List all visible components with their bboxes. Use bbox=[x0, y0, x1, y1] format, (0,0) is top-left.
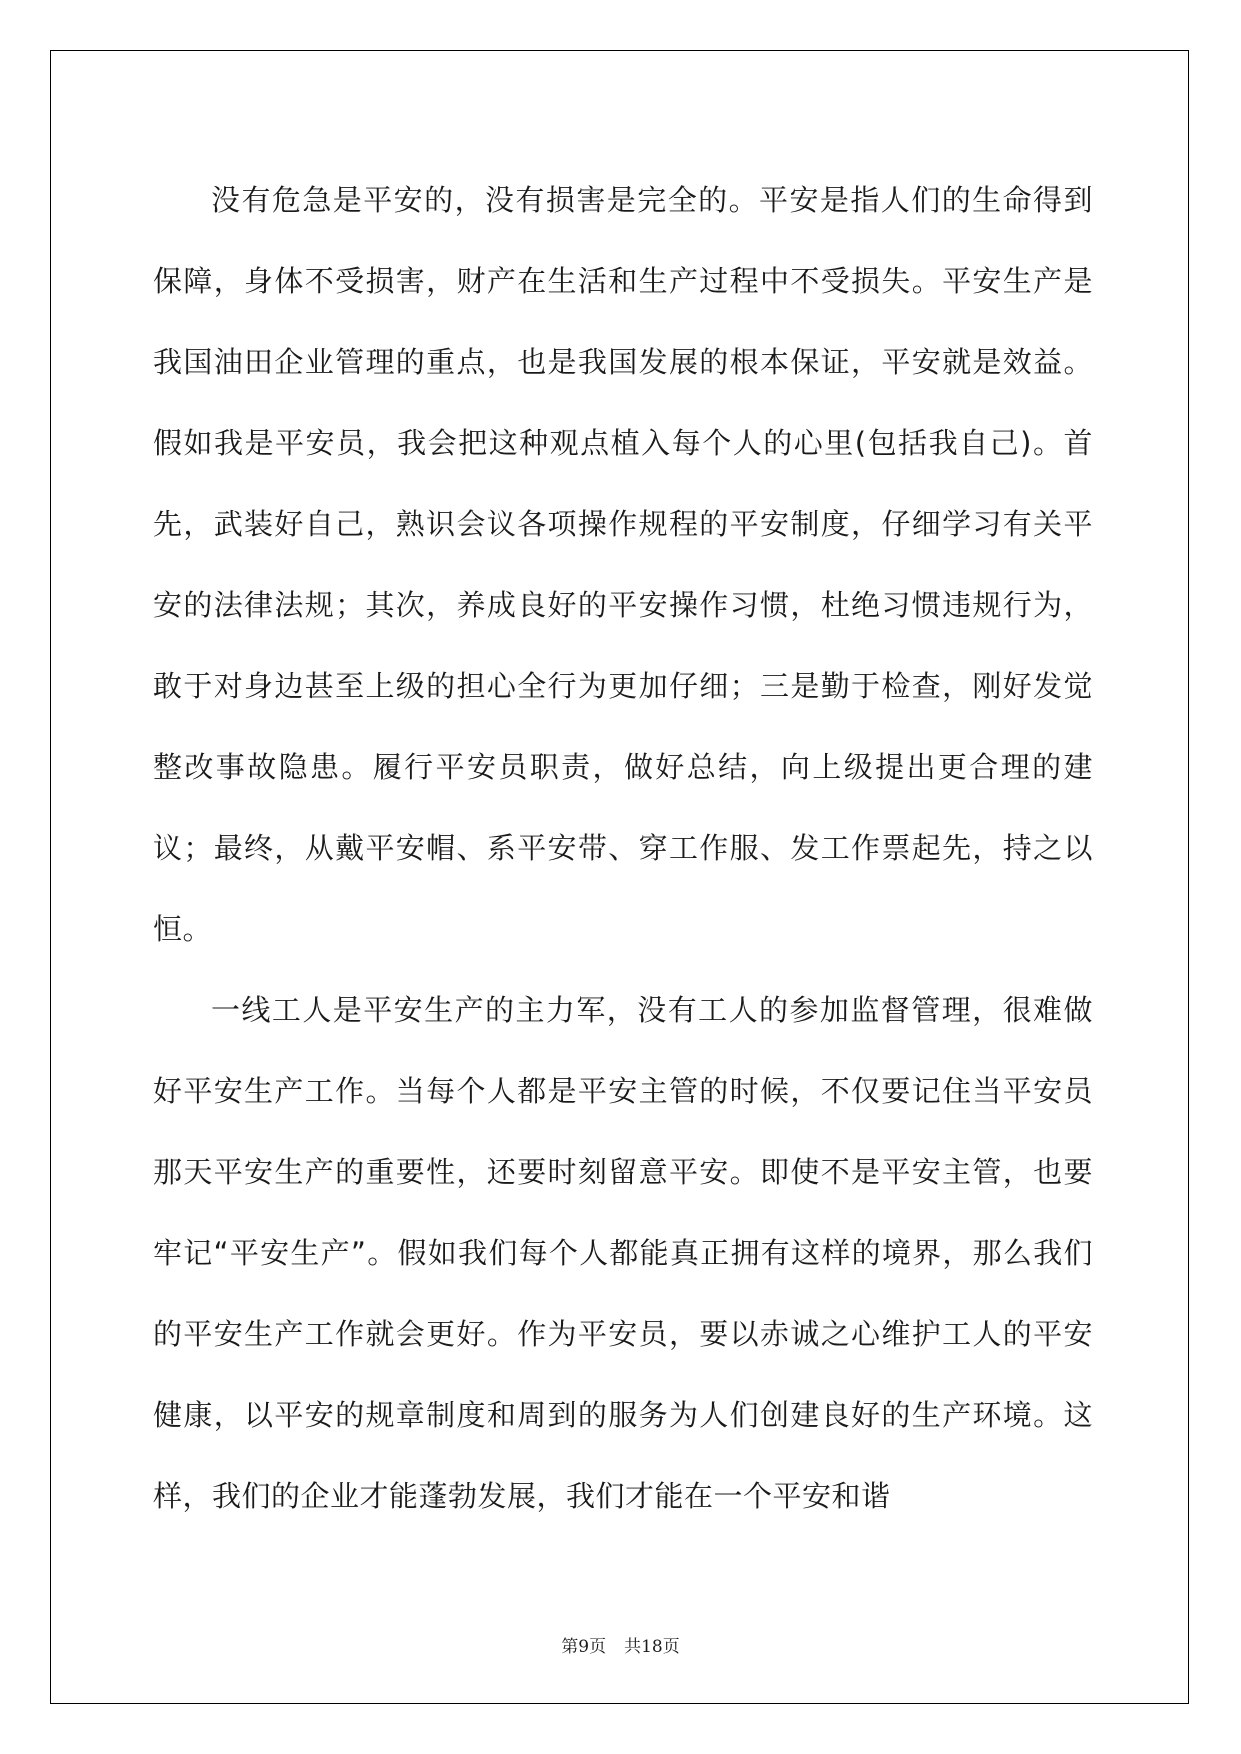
paragraph-frontline-workers: 一线工人是平安生产的主力军，没有工人的参加监督管理，很难做好平安生产工作。当每个人都是平安主管的时候，不仅要记住当平安员那天平安生产的重要性，还要时刻留意平安。即使不是平安主管，也要牢记“平安生产”。假如我们每个人都能真正拥有这样的境界，那么我们的平安生产工作就会更好。作为平安员，要以赤诚之心维护工人的平安健康，以平安的规章制度和周到的服务为人们创建良好的生产环境。这样，我们的企业才能蓬勃发展，我们才能在一个平安和谐 bbox=[153, 993, 1093, 1513]
total-pages-label: 共18页 bbox=[624, 1637, 680, 1657]
document-body bbox=[153, 160, 1093, 1537]
current-page-label: 第9页 bbox=[561, 1637, 607, 1657]
paragraph-safety-definition: 没有危急是平安的，没有损害是完全的。平安是指人们的生命得到保障，身体不受损害，财产在生活和生产过程中不受损失。平安生产是我国油田企业管理的重点，也是我国发展的根本保证，平安就是效益。假如我是平安员，我会把这种观点植入每个人的心里(包括我自己)。首先，武装好自己，熟识会议各项操作规程的平安制度，仔细学习有关平安的法律法规；其次，养成良好的平安操作习惯，杜绝习惯违规行为，敢于对身边甚至上级的担心全行为更加仔细；三是勤于检查，刚好发觉整改事故隐患。履行平安员职责，做好总结，向上级提出更合理的建议；最终，从戴平安帽、系平安带、穿工作服、发工作票起先，持之以恒。 bbox=[153, 183, 1093, 946]
page-number-footer bbox=[0, 1632, 1241, 1657]
